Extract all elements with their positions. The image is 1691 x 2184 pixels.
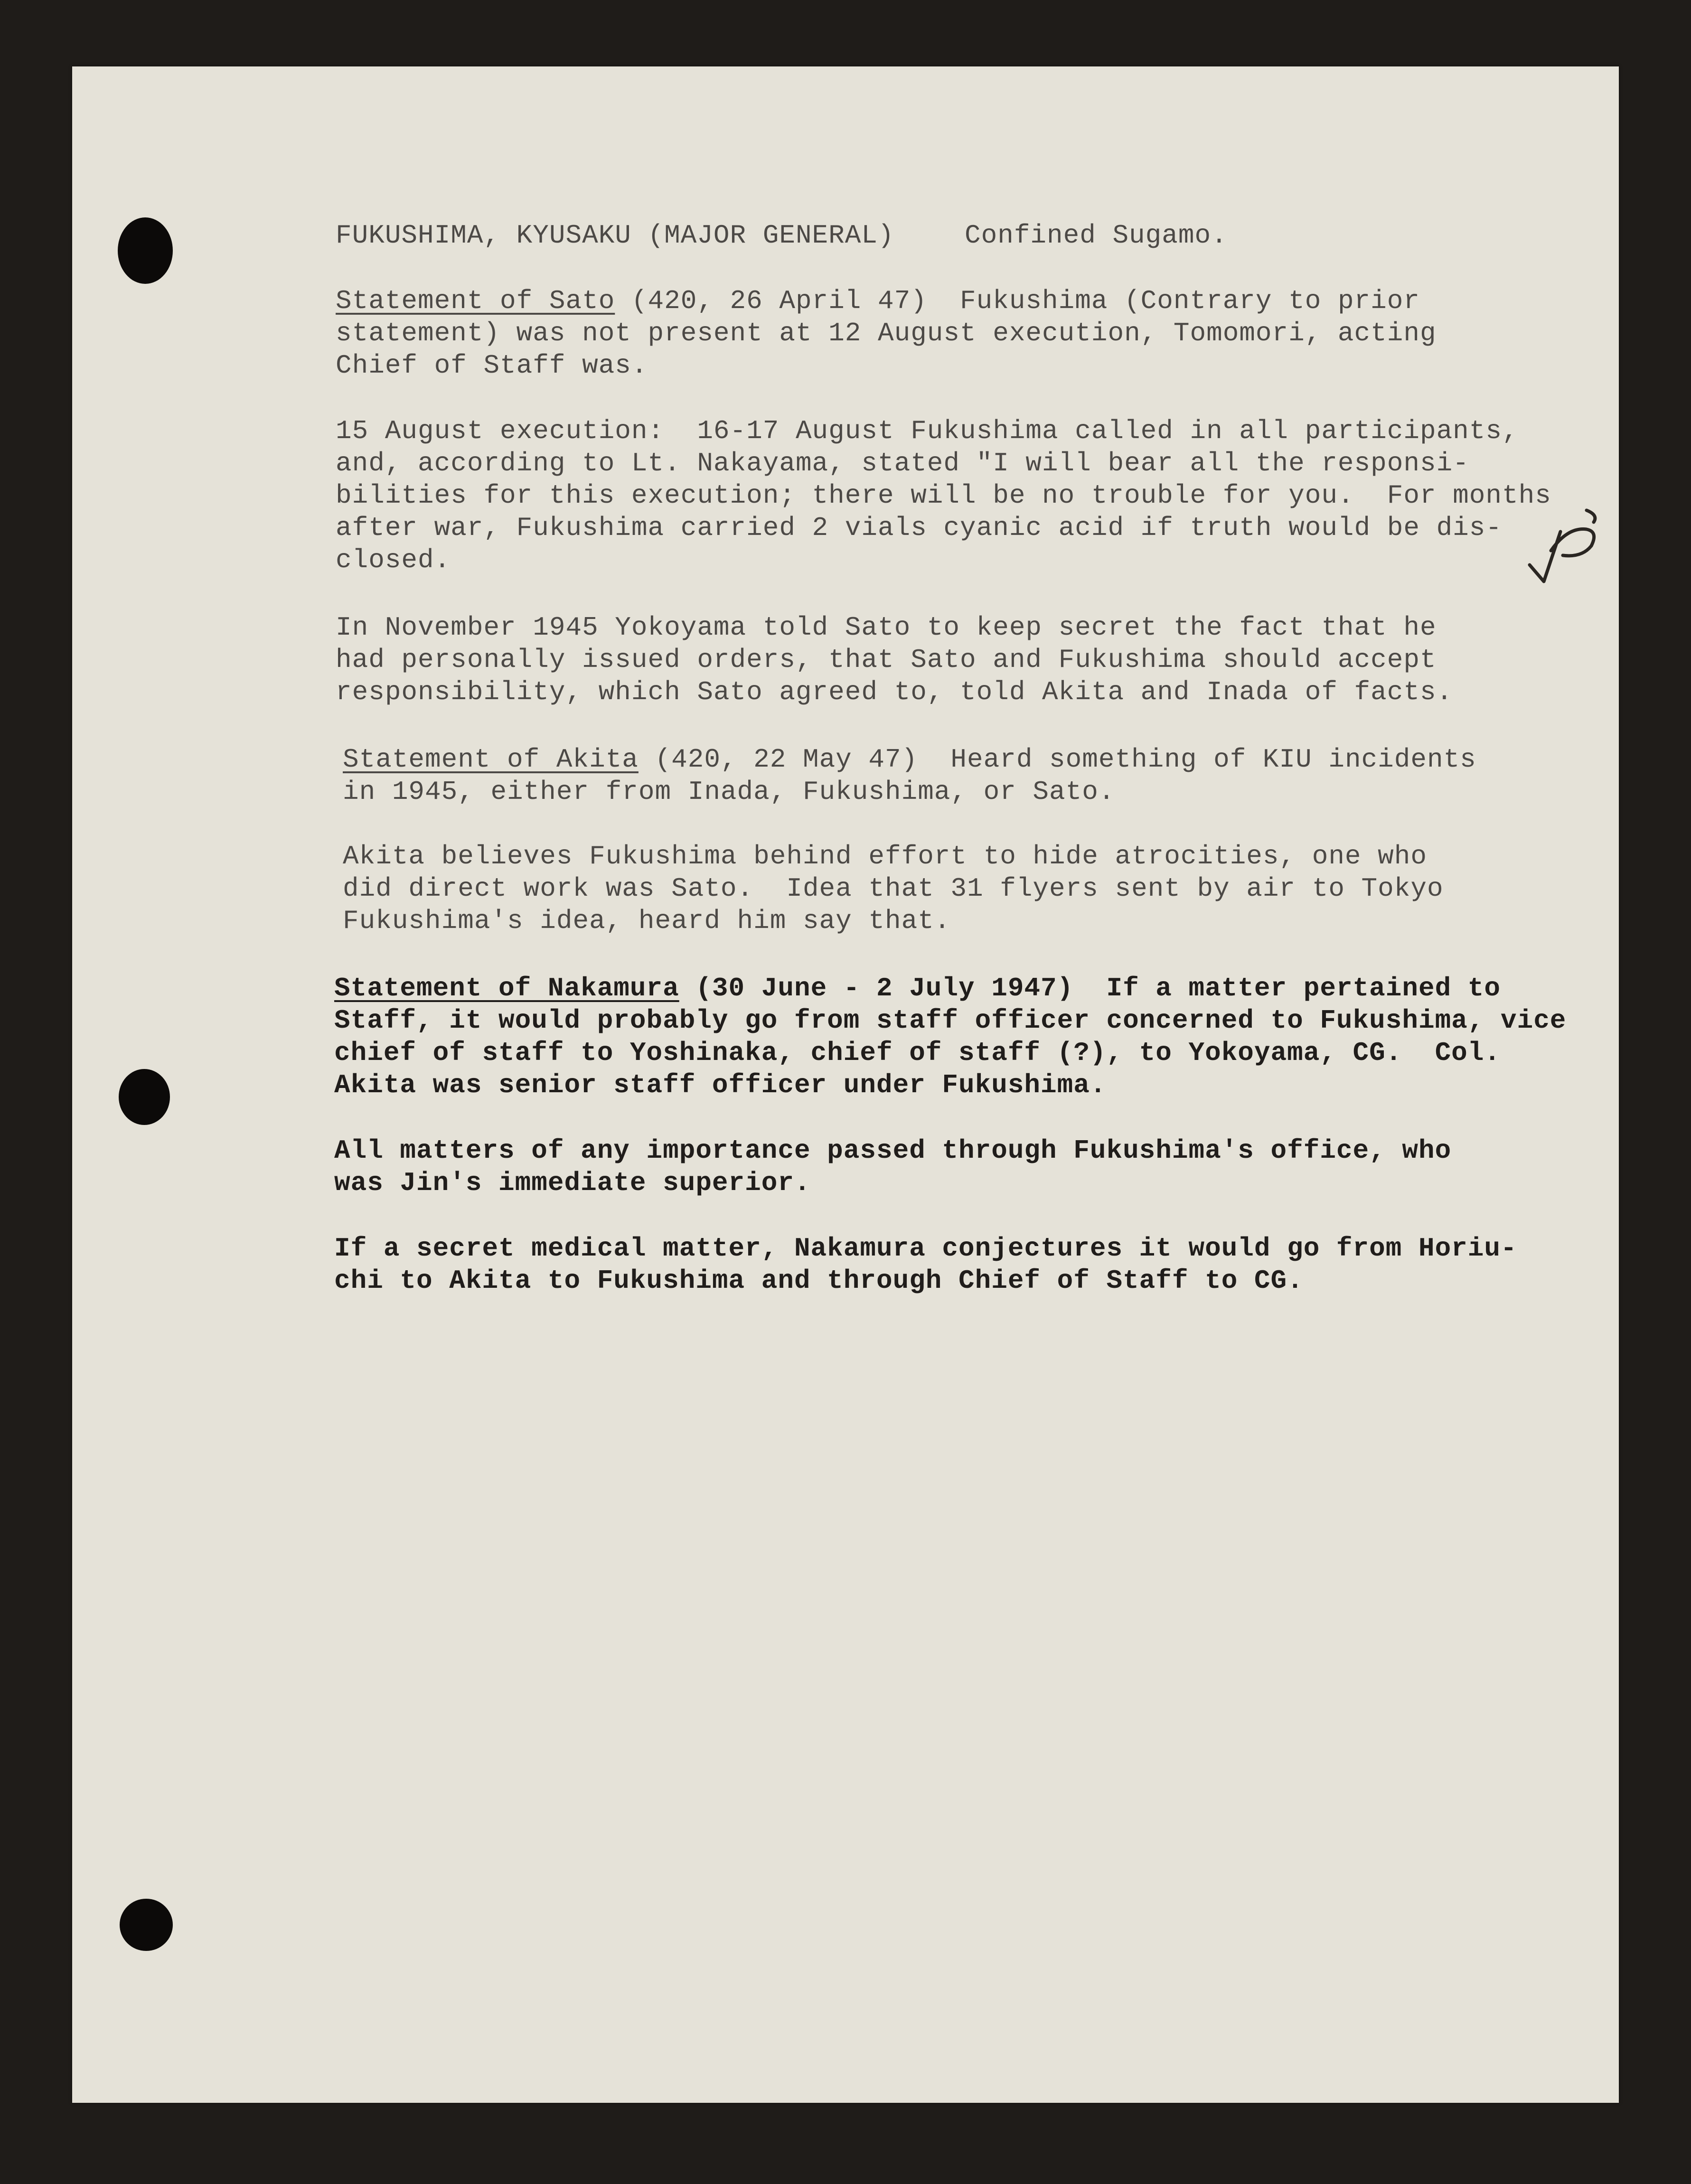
para1-line2: statement) was not present at 12 August execution, Tomomori, acting — [336, 318, 1437, 348]
para4-line1: Statement of Akita (420, 22 May 47) Heard something of KIU incidents — [343, 744, 1476, 775]
para2-line4: after war, Fukushima carried 2 vials cyanic acid if truth would be dis- — [336, 513, 1502, 543]
para4-line2: in 1945, either from Inada, Fukushima, or Sato. — [343, 777, 1115, 807]
punch-hole-middle — [119, 1069, 170, 1125]
para7-line1: All matters of any importance passed through Fukushima's office, who — [334, 1135, 1452, 1166]
punch-hole-top — [118, 217, 173, 284]
header-status: Confined Sugamo. — [965, 220, 1228, 251]
para6-line3: chief of staff to Yoshinaka, chief of staff (?), to Yokoyama, CG. Col. — [334, 1038, 1501, 1068]
header-name: FUKUSHIMA, KYUSAKU (MAJOR GENERAL) — [336, 220, 894, 251]
para5-line3: Fukushima's idea, heard him say that. — [343, 906, 951, 936]
para2-line2: and, according to Lt. Nakayama, stated "I will bear all the responsi- — [336, 448, 1469, 478]
heading-statement-of-akita: Statement of Akita — [343, 744, 639, 775]
para6-line4: Akita was senior staff officer under Fukushima. — [334, 1070, 1107, 1100]
para8-line2: chi to Akita to Fukushima and through Chief of Staff to CG. — [334, 1265, 1304, 1296]
para3-line1: In November 1945 Yokoyama told Sato to keep secret the fact that he — [336, 612, 1437, 643]
para5-line1: Akita believes Fukushima behind effort to hide atrocities, one who — [343, 841, 1427, 872]
para3-line2: had personally issued orders, that Sato and Fukushima should accept — [336, 645, 1437, 675]
para1-line3: Chief of Staff was. — [336, 350, 648, 381]
para8-line1: If a secret medical matter, Nakamura conjectures it would go from Horiu- — [334, 1233, 1517, 1264]
para5-line2: did direct work was Sato. Idea that 31 flyers sent by air to Tokyo — [343, 873, 1444, 904]
para7-line2: was Jin's immediate superior. — [334, 1168, 811, 1198]
heading-statement-of-nakamura: Statement of Nakamura — [334, 973, 679, 1003]
para3-line3: responsibility, which Sato agreed to, told Akita and Inada of facts. — [336, 677, 1453, 707]
punch-hole-bottom — [120, 1899, 173, 1951]
para2-line3: bilities for this execution; there will be no trouble for you. For months — [336, 480, 1551, 511]
para1-line1: Statement of Sato (420, 26 April 47) Fukushima (Contrary to prior — [336, 286, 1420, 316]
para6-line2: Staff, it would probably go from staff officer concerned to Fukushima, vice — [334, 1005, 1567, 1036]
heading-statement-of-sato: Statement of Sato — [336, 286, 615, 316]
document-page — [72, 66, 1619, 2103]
para2-line5: closed. — [336, 545, 451, 575]
para6-line1: Statement of Nakamura (30 June - 2 July 1947) If a matter pertained to — [334, 973, 1501, 1003]
para2-line1: 15 August execution: 16-17 August Fukushima called in all participants, — [336, 416, 1519, 446]
handwritten-check-mark-icon — [1515, 494, 1606, 589]
